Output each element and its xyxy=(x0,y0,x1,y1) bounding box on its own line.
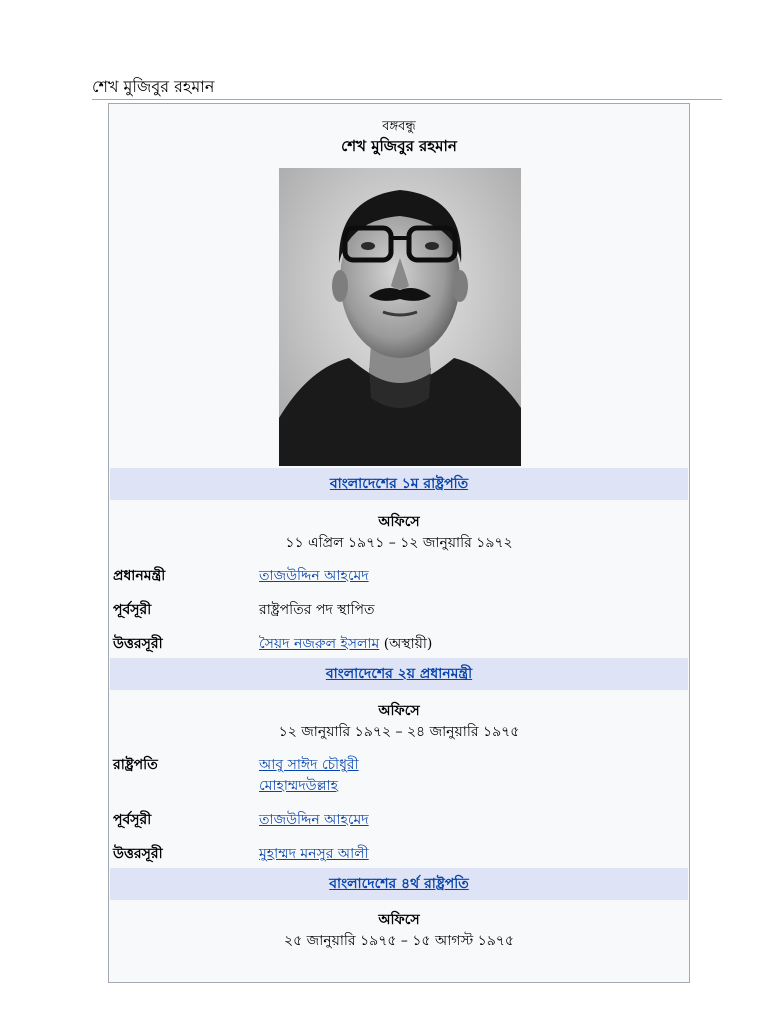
section-header-president-4[interactable] xyxy=(110,868,688,900)
row-value-predecessor xyxy=(259,810,369,830)
successor-note: (অস্থায়ী) xyxy=(383,636,433,652)
infobox xyxy=(108,103,690,983)
row-label-successor: উত্তরসূরী xyxy=(113,636,163,652)
portrait-image[interactable] xyxy=(279,168,521,466)
term-dates: ১১ এপ্রিল ১৯৭১ – ১২ জানুয়ারি ১৯৭২ xyxy=(285,535,513,551)
row-label-president: রাষ্ট্রপতি xyxy=(113,757,158,773)
term-dates: ১২ জানুয়ারি ১৯৭২ – ২৪ জানুয়ারি ১৯৭৫ xyxy=(278,724,520,740)
section-header-link[interactable]: বাংলাদেশের ১ম রাষ্ট্রপতি xyxy=(329,476,469,492)
section-header-prime-minister-2[interactable] xyxy=(110,658,688,690)
infobox-name: শেখ মুজিবুর রহমান xyxy=(341,137,457,155)
page-title: শেখ মুজিবুর রহমান xyxy=(92,77,215,96)
row-label-predecessor: পূর্বসূরী xyxy=(113,812,152,828)
successor-link[interactable]: সৈয়দ নজরুল ইসলাম xyxy=(259,636,380,652)
row-value-predecessor: রাষ্ট্রপতির পদ স্থাপিত xyxy=(259,602,375,618)
predecessor-link[interactable]: তাজউদ্দিন আহমেদ xyxy=(259,812,369,828)
successor-link[interactable]: মুহাম্মদ মনসুর আলী xyxy=(259,846,369,862)
in-office-label: অফিসে xyxy=(378,703,420,719)
section-header-link[interactable]: বাংলাদেশের ২য় প্রধানমন্ত্রী xyxy=(325,666,473,682)
prime-minister-link[interactable]: তাজউদ্দিন আহমেদ xyxy=(259,568,369,584)
title-divider xyxy=(92,99,722,100)
in-office-label: অফিসে xyxy=(378,912,420,928)
row-value-successor xyxy=(259,634,432,654)
row-value-successor xyxy=(259,844,369,864)
infobox-honorific: বঙ্গবন্ধু xyxy=(382,119,416,134)
president-link[interactable]: আবু সাঈদ চৌধুরী xyxy=(259,757,359,773)
row-value-prime-minister xyxy=(259,566,369,586)
section-header-president-1[interactable] xyxy=(110,468,688,500)
section-header-link[interactable]: বাংলাদেশের ৪র্থ রাষ্ট্রপতি xyxy=(329,876,469,892)
in-office-label: অফিসে xyxy=(378,514,420,530)
row-value-president xyxy=(259,755,359,775)
row-label-predecessor: পূর্বসূরী xyxy=(113,602,152,618)
president-link-2[interactable]: মোহাম্মদউল্লাহ xyxy=(259,778,338,794)
row-label-prime-minister: প্রধানমন্ত্রী xyxy=(113,568,166,584)
portrait-photo xyxy=(279,168,521,466)
row-label-successor: উত্তরসূরী xyxy=(113,846,163,862)
row-value-president-2 xyxy=(259,776,338,796)
term-dates: ২৫ জানুয়ারি ১৯৭৫ – ১৫ আগস্ট ১৯৭৫ xyxy=(284,933,514,949)
